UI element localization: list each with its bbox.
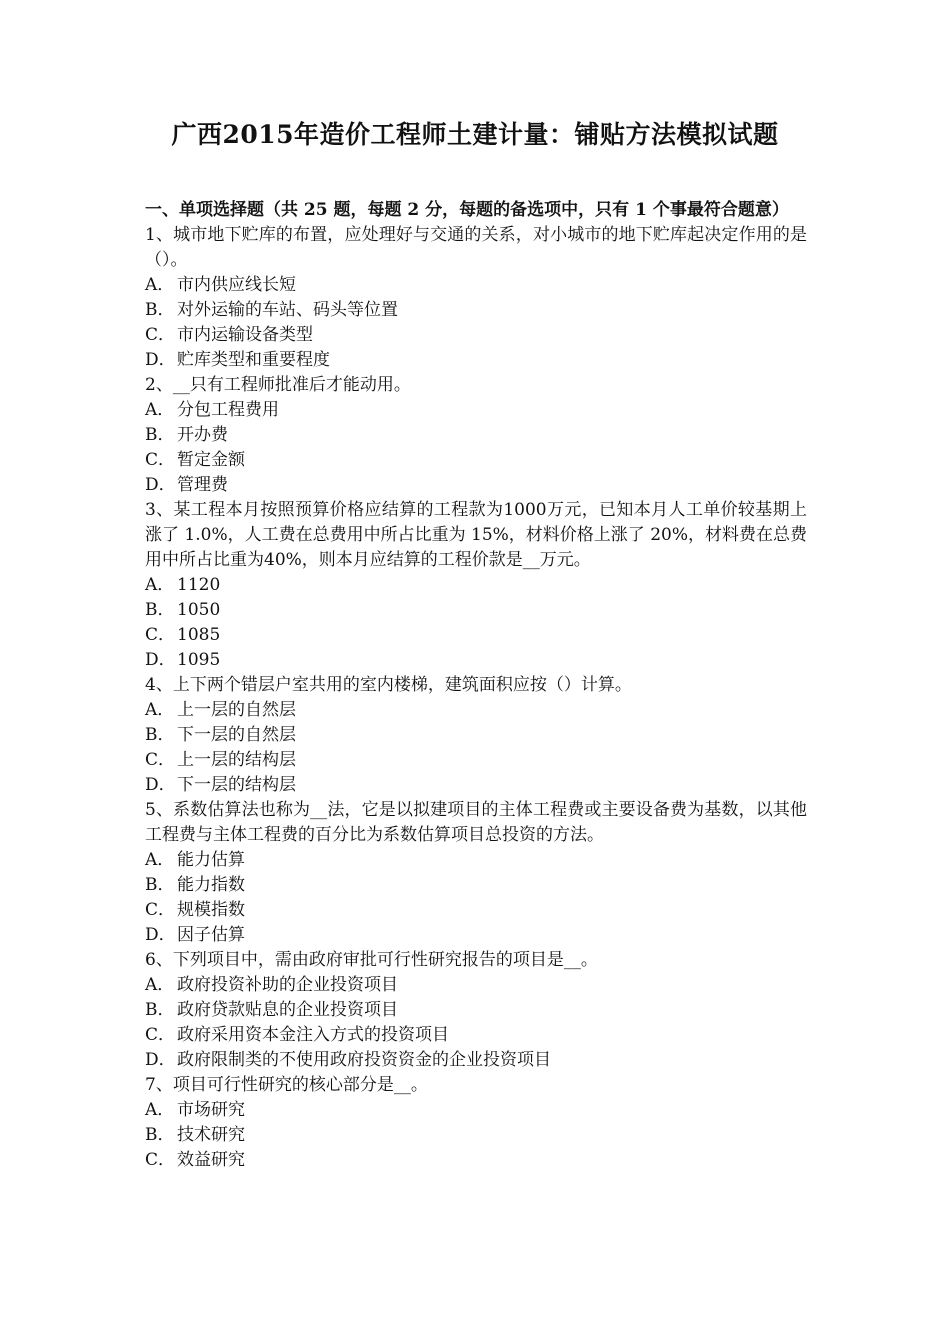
option-text: 能力估算: [177, 850, 245, 870]
option-letter: A．: [145, 575, 175, 595]
question-list: [145, 223, 807, 1173]
option-letter: A．: [145, 850, 175, 870]
option-text: 能力指数: [177, 875, 245, 895]
option-letter: A．: [145, 975, 175, 995]
option-text: 规模指数: [177, 900, 245, 920]
answer-option: [145, 873, 807, 898]
answer-option: [145, 773, 807, 798]
option-text: 政府采用资本金注入方式的投资项目: [177, 1025, 449, 1045]
option-letter: B．: [145, 600, 175, 620]
option-text: 政府投资补助的企业投资项目: [177, 975, 398, 995]
option-letter: B．: [145, 425, 175, 445]
answer-option: [145, 848, 807, 873]
option-text: 分包工程费用: [177, 400, 279, 420]
option-text: 1050: [177, 600, 221, 620]
answer-option: [145, 998, 807, 1023]
option-text: 开办费: [177, 425, 228, 445]
option-letter: D．: [145, 350, 176, 370]
option-text: 政府限制类的不使用政府投资资金的企业投资项目: [177, 1050, 551, 1070]
answer-option: [145, 1048, 807, 1073]
option-letter: C．: [145, 625, 176, 645]
option-letter: C．: [145, 900, 176, 920]
document-body: [145, 198, 807, 1173]
answer-option: [145, 923, 807, 948]
option-letter: A．: [145, 275, 175, 295]
question-block: [145, 798, 807, 948]
option-text: 暂定金额: [177, 450, 245, 470]
question-block: [145, 948, 807, 1073]
option-text: 上一层的自然层: [177, 700, 296, 720]
answer-option: [145, 648, 807, 673]
answer-option: [145, 1098, 807, 1123]
answer-option: [145, 398, 807, 423]
answer-option: [145, 348, 807, 373]
question-stem: 4、上下两个错层户室共用的室内楼梯，建筑面积应按（）计算。: [145, 675, 632, 695]
answer-option: [145, 748, 807, 773]
option-text: 技术研究: [177, 1125, 245, 1145]
option-text: 下一层的结构层: [177, 775, 296, 795]
answer-option: [145, 898, 807, 923]
answer-option: [145, 1123, 807, 1148]
document-title: 广西2015年造价工程师土建计量：铺贴方法模拟试题: [171, 120, 779, 149]
option-letter: B．: [145, 1125, 175, 1145]
option-text: 市内供应线长短: [177, 275, 296, 295]
option-letter: D．: [145, 1050, 176, 1070]
option-text: 下一层的自然层: [177, 725, 296, 745]
answer-option: [145, 723, 807, 748]
option-text: 对外运输的车站、码头等位置: [177, 300, 398, 320]
question-stem: 2、__只有工程师批准后才能动用。: [145, 375, 411, 395]
option-text: 贮库类型和重要程度: [177, 350, 330, 370]
question-stem: 5、系数估算法也称为__法，它是以拟建项目的主体工程费或主要设备费为基数，以其他工程费与主体工程费的百分比为系数估算项目总投资的方法。: [145, 800, 807, 845]
section-heading: 一、单项选择题（共 25 题，每题 2 分，每题的备选项中，只有 1 个事最符合题意）: [145, 200, 789, 220]
question-stem: 1、城市地下贮库的布置，应处理好与交通的关系，对小城市的地下贮库起决定作用的是（）。: [145, 225, 807, 270]
option-text: 上一层的结构层: [177, 750, 296, 770]
answer-option: [145, 973, 807, 998]
option-letter: D．: [145, 775, 176, 795]
question-block: [145, 223, 807, 373]
answer-option: [145, 623, 807, 648]
answer-option: [145, 473, 807, 498]
question-block: [145, 373, 807, 498]
question-block: [145, 1073, 807, 1173]
question-stem: 7、项目可行性研究的核心部分是__。: [145, 1075, 428, 1095]
question-block: [145, 673, 807, 798]
option-text: 市场研究: [177, 1100, 245, 1120]
answer-option: [145, 698, 807, 723]
answer-option: [145, 1023, 807, 1048]
option-text: 1095: [177, 650, 221, 670]
answer-option: [145, 448, 807, 473]
option-text: 1120: [177, 575, 221, 595]
answer-option: [145, 1148, 807, 1173]
option-letter: A．: [145, 700, 175, 720]
option-letter: C．: [145, 1025, 176, 1045]
option-letter: C．: [145, 750, 176, 770]
answer-option: [145, 598, 807, 623]
option-letter: B．: [145, 1000, 175, 1020]
answer-option: [145, 323, 807, 348]
option-text: 管理费: [177, 475, 228, 495]
option-text: 1085: [177, 625, 221, 645]
answer-option: [145, 573, 807, 598]
option-letter: A．: [145, 1100, 175, 1120]
option-letter: D．: [145, 650, 176, 670]
question-block: [145, 498, 807, 673]
option-letter: C．: [145, 450, 176, 470]
option-text: 效益研究: [177, 1150, 245, 1170]
option-letter: A．: [145, 400, 175, 420]
option-letter: D．: [145, 475, 176, 495]
option-text: 市内运输设备类型: [177, 325, 313, 345]
option-text: 政府贷款贴息的企业投资项目: [177, 1000, 398, 1020]
option-letter: D．: [145, 925, 176, 945]
option-text: 因子估算: [177, 925, 245, 945]
answer-option: [145, 273, 807, 298]
answer-option: [145, 298, 807, 323]
option-letter: B．: [145, 725, 175, 745]
option-letter: C．: [145, 1150, 176, 1170]
answer-option: [145, 423, 807, 448]
question-stem: 3、某工程本月按照预算价格应结算的工程款为1000万元，已知本月人工单价较基期上涨了 1.0%，人工费在总费用中所占比重为 15%，材料价格上涨了 20%，材料费在总费用中所占比重为40%，则本月应结算的工程价款是__万元。: [145, 500, 807, 570]
option-letter: C．: [145, 325, 176, 345]
option-letter: B．: [145, 875, 175, 895]
option-letter: B．: [145, 300, 175, 320]
question-stem: 6、下列项目中，需由政府审批可行性研究报告的项目是__。: [145, 950, 598, 970]
